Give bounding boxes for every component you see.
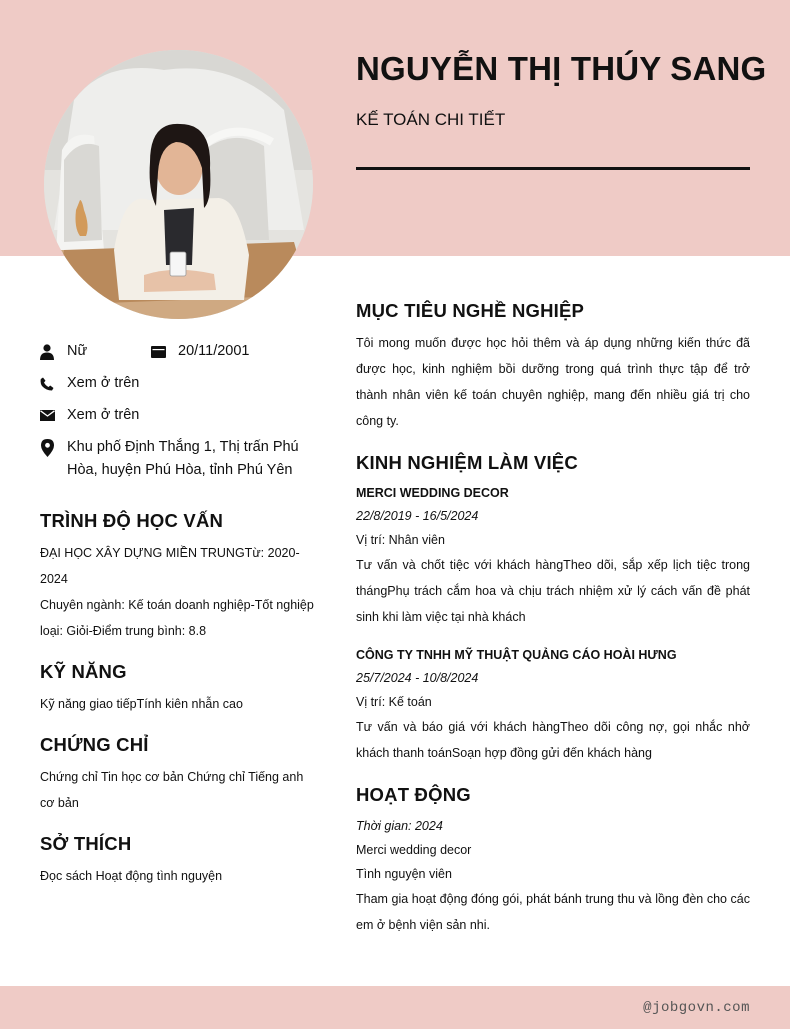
objective-text: Tôi mong muốn được học hỏi thêm và áp dụng những kiến thức đã được học, kinh nghiệm bồi dưỡng trong quá trình thực tập để trở thành nhân viên kế toán chuyên nghiệp, mang đến nhiều giá trị cho công ty.: [356, 336, 750, 428]
footer-website: @jobgovn.com: [643, 1000, 750, 1016]
skills-heading: KỸ NĂNG: [40, 661, 127, 682]
objective-heading: MỤC TIÊU NGHỀ NGHIỆP: [356, 300, 585, 321]
activities-section: [356, 784, 750, 938]
candidate-name: NGUYỄN THỊ THÚY SANG: [356, 50, 767, 87]
skills-text: Kỹ năng giao tiếpTính kiên nhẫn cao: [40, 697, 243, 711]
profile-photo: [44, 50, 313, 319]
experience-item: [356, 482, 750, 630]
footer-band: [0, 986, 790, 1029]
activity-period: Thời gian: 2024: [356, 819, 443, 833]
hobbies-section: [40, 833, 318, 889]
address-value: Khu phố Định Thắng 1, Thị trấn Phú Hòa, huyện Phú Hòa, tỉnh Phú Yên: [67, 439, 299, 478]
education-details: Chuyên ngành: Kế toán doanh nghiệp-Tốt nghiệp loại: Giỏi-Điểm trung bình: 8.8: [40, 598, 314, 638]
email-icon: [38, 404, 56, 427]
company-name: CÔNG TY TNHH MỸ THUẬT QUẢNG CÁO HOÀI HƯNG: [356, 648, 677, 662]
profile-photo-illustration: [44, 50, 313, 319]
job-position: Vị trí: Nhân viên: [356, 533, 445, 547]
email-value: Xem ở trên: [67, 407, 140, 423]
job-position: Vị trí: Kế toán: [356, 695, 432, 709]
hobbies-heading: SỞ THÍCH: [40, 833, 132, 854]
job-title: KẾ TOÁN CHI TIẾT: [356, 110, 506, 129]
objective-section: [356, 300, 750, 434]
job-description: Tư vấn và báo giá với khách hàngTheo dõi công nợ, gọi nhắc nhở khách thanh toánSoạn hợp đồng gửi đến khách hàng: [356, 720, 750, 760]
education-school: ĐẠI HỌC XÂY DỰNG MIỀN TRUNGTừ: 2020-2024: [40, 546, 300, 586]
activities-heading: HOẠT ĐỘNG: [356, 784, 471, 805]
certificates-text: Chứng chỉ Tin học cơ bản Chứng chỉ Tiếng anh cơ bản: [40, 770, 304, 810]
activity-organization: Merci wedding decor: [356, 843, 472, 857]
company-name: MERCI WEDDING DECOR: [356, 486, 509, 500]
job-period: 22/8/2019 - 16/5/2024: [356, 509, 479, 523]
hobbies-text: Đọc sách Hoạt động tình nguyện: [40, 869, 223, 883]
birthdate-value: 20/11/2001: [178, 343, 250, 359]
experience-heading: KINH NGHIỆM LÀM VIỆC: [356, 452, 578, 473]
address-row: [38, 436, 318, 482]
certificates-section: [40, 734, 318, 816]
left-column: [40, 510, 318, 906]
contact-info: [38, 340, 318, 491]
activity-role: Tình nguyện viên: [356, 867, 452, 881]
experience-item: [356, 644, 750, 766]
education-section: [40, 510, 318, 644]
education-heading: TRÌNH ĐỘ HỌC VẤN: [40, 510, 224, 531]
title-divider: [356, 167, 750, 170]
experience-section: [356, 452, 750, 766]
gender-birthdate-row: [38, 340, 318, 363]
phone-value: Xem ở trên: [67, 375, 140, 391]
gender-value: Nữ: [67, 343, 88, 359]
phone-row: [38, 372, 318, 395]
phone-icon: [38, 372, 56, 395]
skills-section: [40, 661, 318, 717]
job-description: Tư vấn và chốt tiệc với khách hàngTheo dõi, sắp xếp lịch tiệc trong thángPhụ trách cắm hoa và chịu trách nhiệm xử lý cách vấn đề phát sinh khi làm việc tại nhà khách: [356, 558, 750, 624]
person-icon: [38, 340, 56, 363]
job-period: 25/7/2024 - 10/8/2024: [356, 671, 479, 685]
right-column: [356, 300, 750, 956]
location-icon: [38, 436, 56, 459]
activity-description: Tham gia hoạt động đóng gói, phát bánh trung thu và lồng đèn cho các em ở bệnh viện sản nhi.: [356, 892, 750, 932]
certificates-heading: CHỨNG CHỈ: [40, 734, 149, 755]
calendar-icon: [149, 340, 167, 363]
email-row: [38, 404, 318, 427]
